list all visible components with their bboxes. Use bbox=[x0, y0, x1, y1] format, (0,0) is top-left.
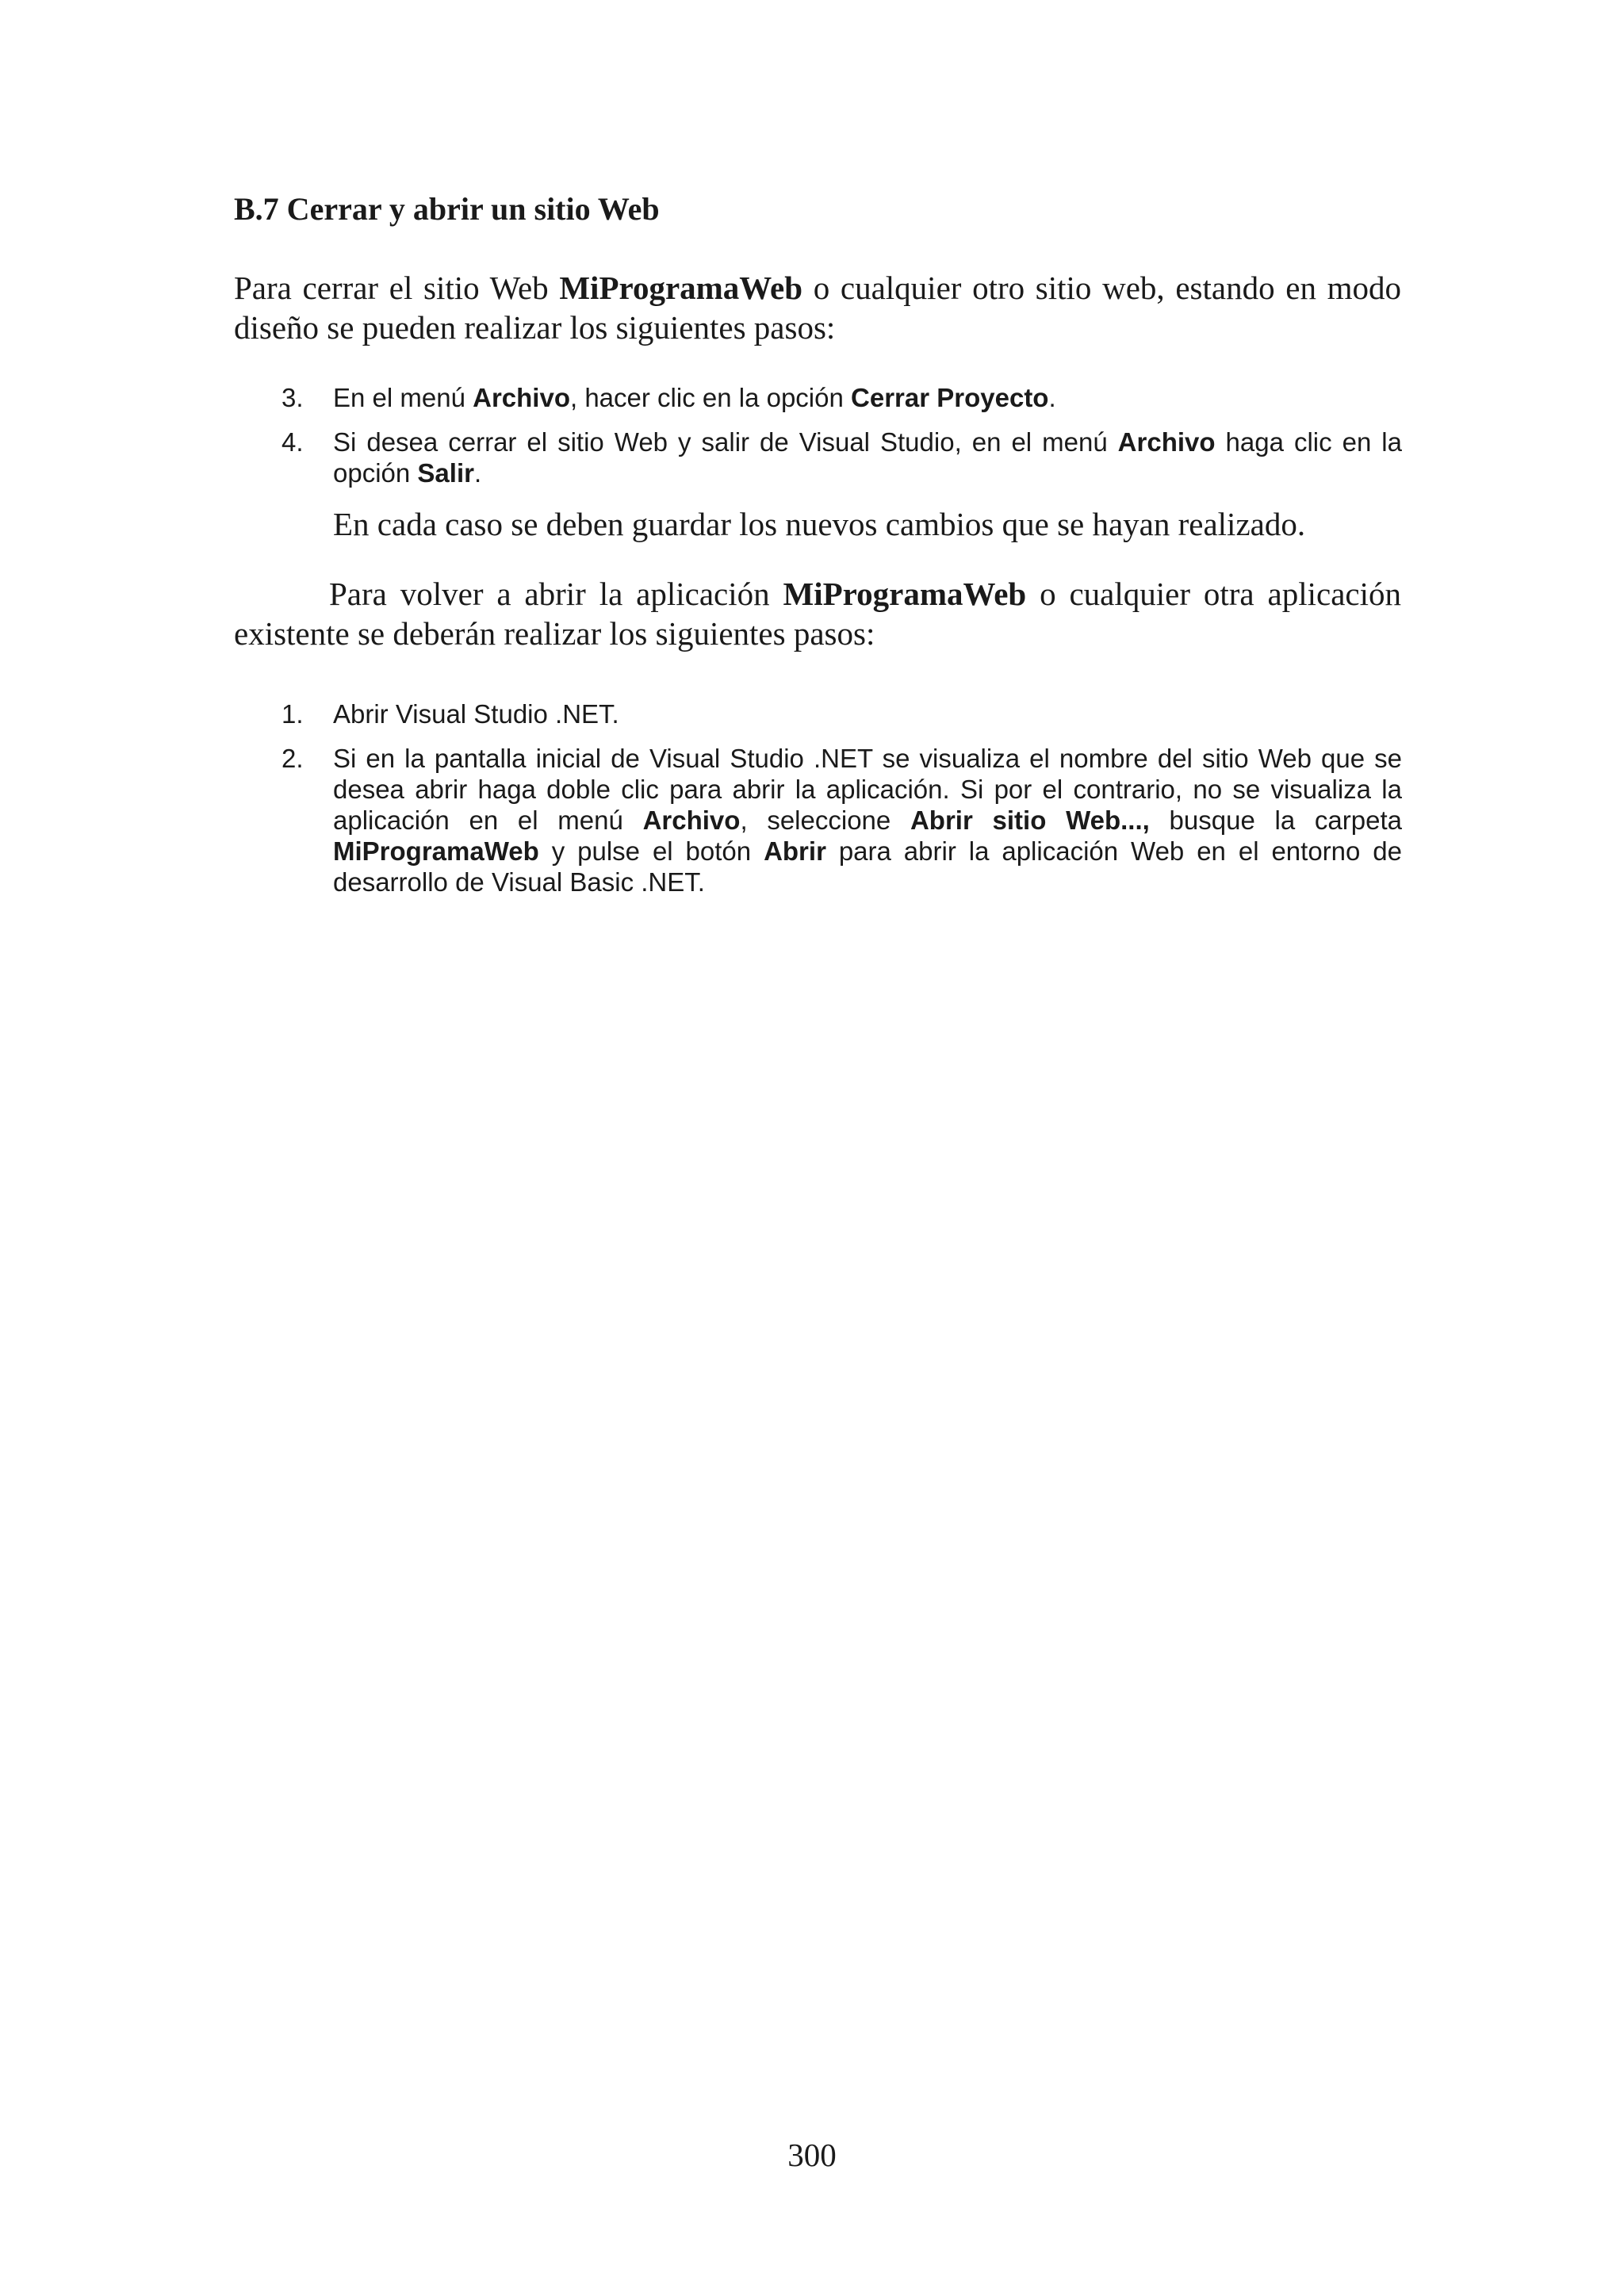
intro-site-name: MiProgramaWeb bbox=[559, 270, 803, 306]
close-steps-list bbox=[278, 382, 1402, 488]
list-item bbox=[278, 743, 1402, 897]
list-item-number: 4. bbox=[282, 427, 304, 457]
intro-text-start: Para cerrar el sitio Web bbox=[234, 270, 560, 306]
step-text: . bbox=[1048, 383, 1056, 412]
list-item-number: 2. bbox=[282, 744, 304, 773]
step-text: , hacer clic en la opción bbox=[569, 383, 852, 412]
step-text: , seleccione bbox=[740, 806, 910, 835]
option-name: Cerrar Proyecto bbox=[851, 383, 1049, 412]
step-text: haga clic en la opción bbox=[333, 427, 1402, 488]
list-item-number: 3. bbox=[282, 383, 304, 412]
step-text: Abrir Visual Studio .NET. bbox=[333, 699, 619, 729]
option-name: Salir bbox=[417, 458, 474, 488]
reopen-site-name: MiProgramaWeb bbox=[783, 576, 1027, 612]
step-text: En el menú bbox=[333, 383, 473, 412]
step-text: y pulse el botón bbox=[538, 836, 764, 866]
page-number: 300 bbox=[787, 2137, 837, 2173]
menu-name: Archivo bbox=[1117, 427, 1216, 457]
button-name: Abrir bbox=[764, 836, 826, 866]
reopen-text-end: o cualquier otra aplicación existente se deberán realizar los siguientes pasos: bbox=[234, 576, 1401, 652]
menu-name: Archivo bbox=[642, 806, 741, 835]
list-item bbox=[278, 382, 1402, 413]
list-item bbox=[278, 698, 1402, 729]
intro-text-end: o cualquier otro sitio web, estando en modo diseño se pueden realizar los siguientes pasos: bbox=[234, 270, 1402, 346]
open-steps-list bbox=[278, 698, 1402, 897]
save-note: En cada caso se deben guardar los nuevos cambios que se hayan realizado. bbox=[333, 506, 1306, 542]
menu-name: Archivo bbox=[473, 383, 570, 412]
step-text: . bbox=[473, 458, 482, 488]
reopen-text-start: Para volver a abrir la aplicación bbox=[329, 576, 783, 612]
option-name: Abrir sitio Web..., bbox=[910, 806, 1150, 835]
list-item-number: 1. bbox=[282, 699, 304, 729]
step-text: Si desea cerrar el sitio Web y salir de Visual Studio, en el menú bbox=[333, 427, 1118, 457]
section-heading: B.7 Cerrar y abrir un sitio Web bbox=[234, 191, 660, 227]
reopen-paragraph bbox=[234, 574, 1401, 653]
list-item bbox=[278, 427, 1402, 488]
step-text: busque la carpeta bbox=[1149, 806, 1402, 835]
intro-paragraph bbox=[234, 268, 1401, 347]
step-text: Si en la pantalla inicial de Visual Studio .NET se visualiza el nombre del sitio Web que se desea abrir haga doble clic para abrir la aplicación. Si por el contrario, no se visualiza la aplicación en el menú bbox=[333, 744, 1402, 835]
step-text: para abrir la aplicación Web en el entorno de desarrollo de Visual Basic .NET. bbox=[333, 836, 1402, 897]
folder-name: MiProgramaWeb bbox=[333, 836, 539, 866]
